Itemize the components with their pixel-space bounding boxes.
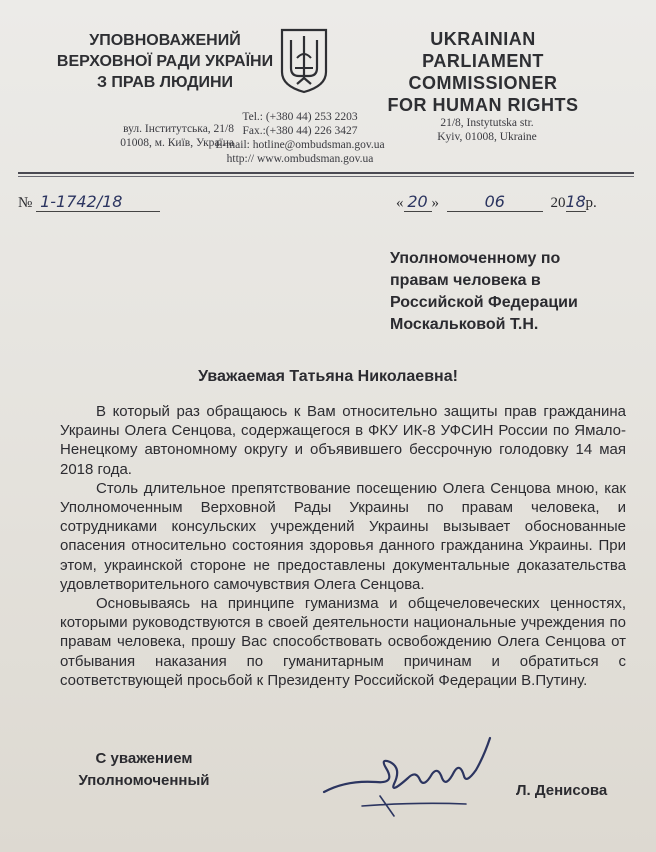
- addressee-block: [390, 248, 640, 336]
- number-sign: №: [18, 195, 33, 211]
- body-paragraph: Столь длительное препятствование посещению Олега Сенцова мною, как Уполномоченным Верховной Рады Украины по правам человека, и сотрудниками консульских учреждений Украины вызывает обоснованные опасения относительно состояния здоровья данного гражданина Украины. При этом, украинской стороне не предоставлены документальные доказательства удовлетворительного самочувствия Олега Сенцова.: [60, 479, 626, 593]
- handwritten-signature: [316, 732, 516, 822]
- date-year-unit: р.: [585, 195, 597, 211]
- closing-block: [44, 748, 244, 792]
- address-line: вул. Інститутська, 21/8: [123, 123, 234, 135]
- date-month: 06: [447, 192, 543, 212]
- address-line: 21/8, Instytutska str.: [440, 117, 534, 129]
- contact-block: [200, 110, 400, 166]
- body-paragraph: В который раз обращаюсь к Вам относительно защиты прав гражданина Украины Олега Сенцова, содержащегося в ФКУ ИК-8 УФСИН России по Ямало-Ненецкому автономному округу и объявившего бессрочную голодовку 14 мая 2018 года.: [60, 403, 626, 478]
- date-day: 20: [404, 192, 432, 212]
- number-value: 1-1742/18: [36, 192, 160, 212]
- letterhead-en-line: FOR HUMAN RIGHTS: [387, 95, 579, 115]
- date-close-quote: »: [431, 195, 439, 211]
- address-line: 01008, м. Київ, Україна: [120, 137, 234, 149]
- header-divider: [18, 172, 634, 174]
- letterhead-en-line: UKRAINIAN: [430, 29, 536, 49]
- letter-date: [396, 192, 597, 212]
- reference-number: [18, 192, 160, 212]
- closing-line: С уважением: [95, 750, 193, 767]
- closing-line: Уполномоченный: [78, 772, 210, 789]
- date-open-quote: «: [396, 195, 404, 211]
- signer-name: Л. Денисова: [516, 782, 608, 799]
- phone-line: Tel.: (+380 44) 253 2203: [242, 111, 358, 123]
- addressee-line: Уполномоченному по: [390, 250, 561, 267]
- addressee-line: Москальковой Т.Н.: [390, 316, 539, 333]
- addressee-line: Российской Федерации: [390, 294, 578, 311]
- salutation: Уважаемая Татьяна Николаевна!: [198, 368, 458, 385]
- letterhead-ua-line: УПОВНОВАЖЕНИЙ: [89, 32, 241, 49]
- letterhead-english: [352, 28, 614, 116]
- address-line: Kyiv, 01008, Ukraine: [437, 131, 537, 143]
- body-paragraph: Основываясь на принципе гуманизма и общечеловеческих ценностях, которыми руководствуются в своей деятельности национальные учреждения по правам человека, прошу Вас способствовать освобождению Олега Сенцова от отбывания наказания по гуманитарным причинам и обратиться с соответствующей просьбой к Президенту Российской Федерации В.Путину.: [60, 595, 626, 689]
- trident-icon: [279, 28, 329, 94]
- email-line: E-mail: hotline@ombudsman.gov.ua: [215, 139, 385, 151]
- letter-body: [60, 402, 626, 690]
- letterhead-ukrainian: [40, 30, 290, 93]
- addressee-line: правам человека в: [390, 272, 541, 289]
- header-divider-thin: [18, 176, 634, 177]
- date-year-suffix: 18: [565, 192, 586, 211]
- date-year-prefix: 20: [550, 195, 566, 211]
- letterhead-ua-line: ВЕРХОВНОЇ РАДИ УКРАЇНИ: [56, 53, 274, 70]
- letterhead-en-line: PARLIAMENT COMMISSIONER: [408, 51, 558, 93]
- letterhead-ua-line: З ПРАВ ЛЮДИНИ: [96, 74, 234, 91]
- fax-line: Fax.:(+380 44) 226 3427: [242, 125, 358, 137]
- address-english: [412, 116, 562, 144]
- website-line: http:// www.ombudsman.gov.ua: [226, 153, 374, 165]
